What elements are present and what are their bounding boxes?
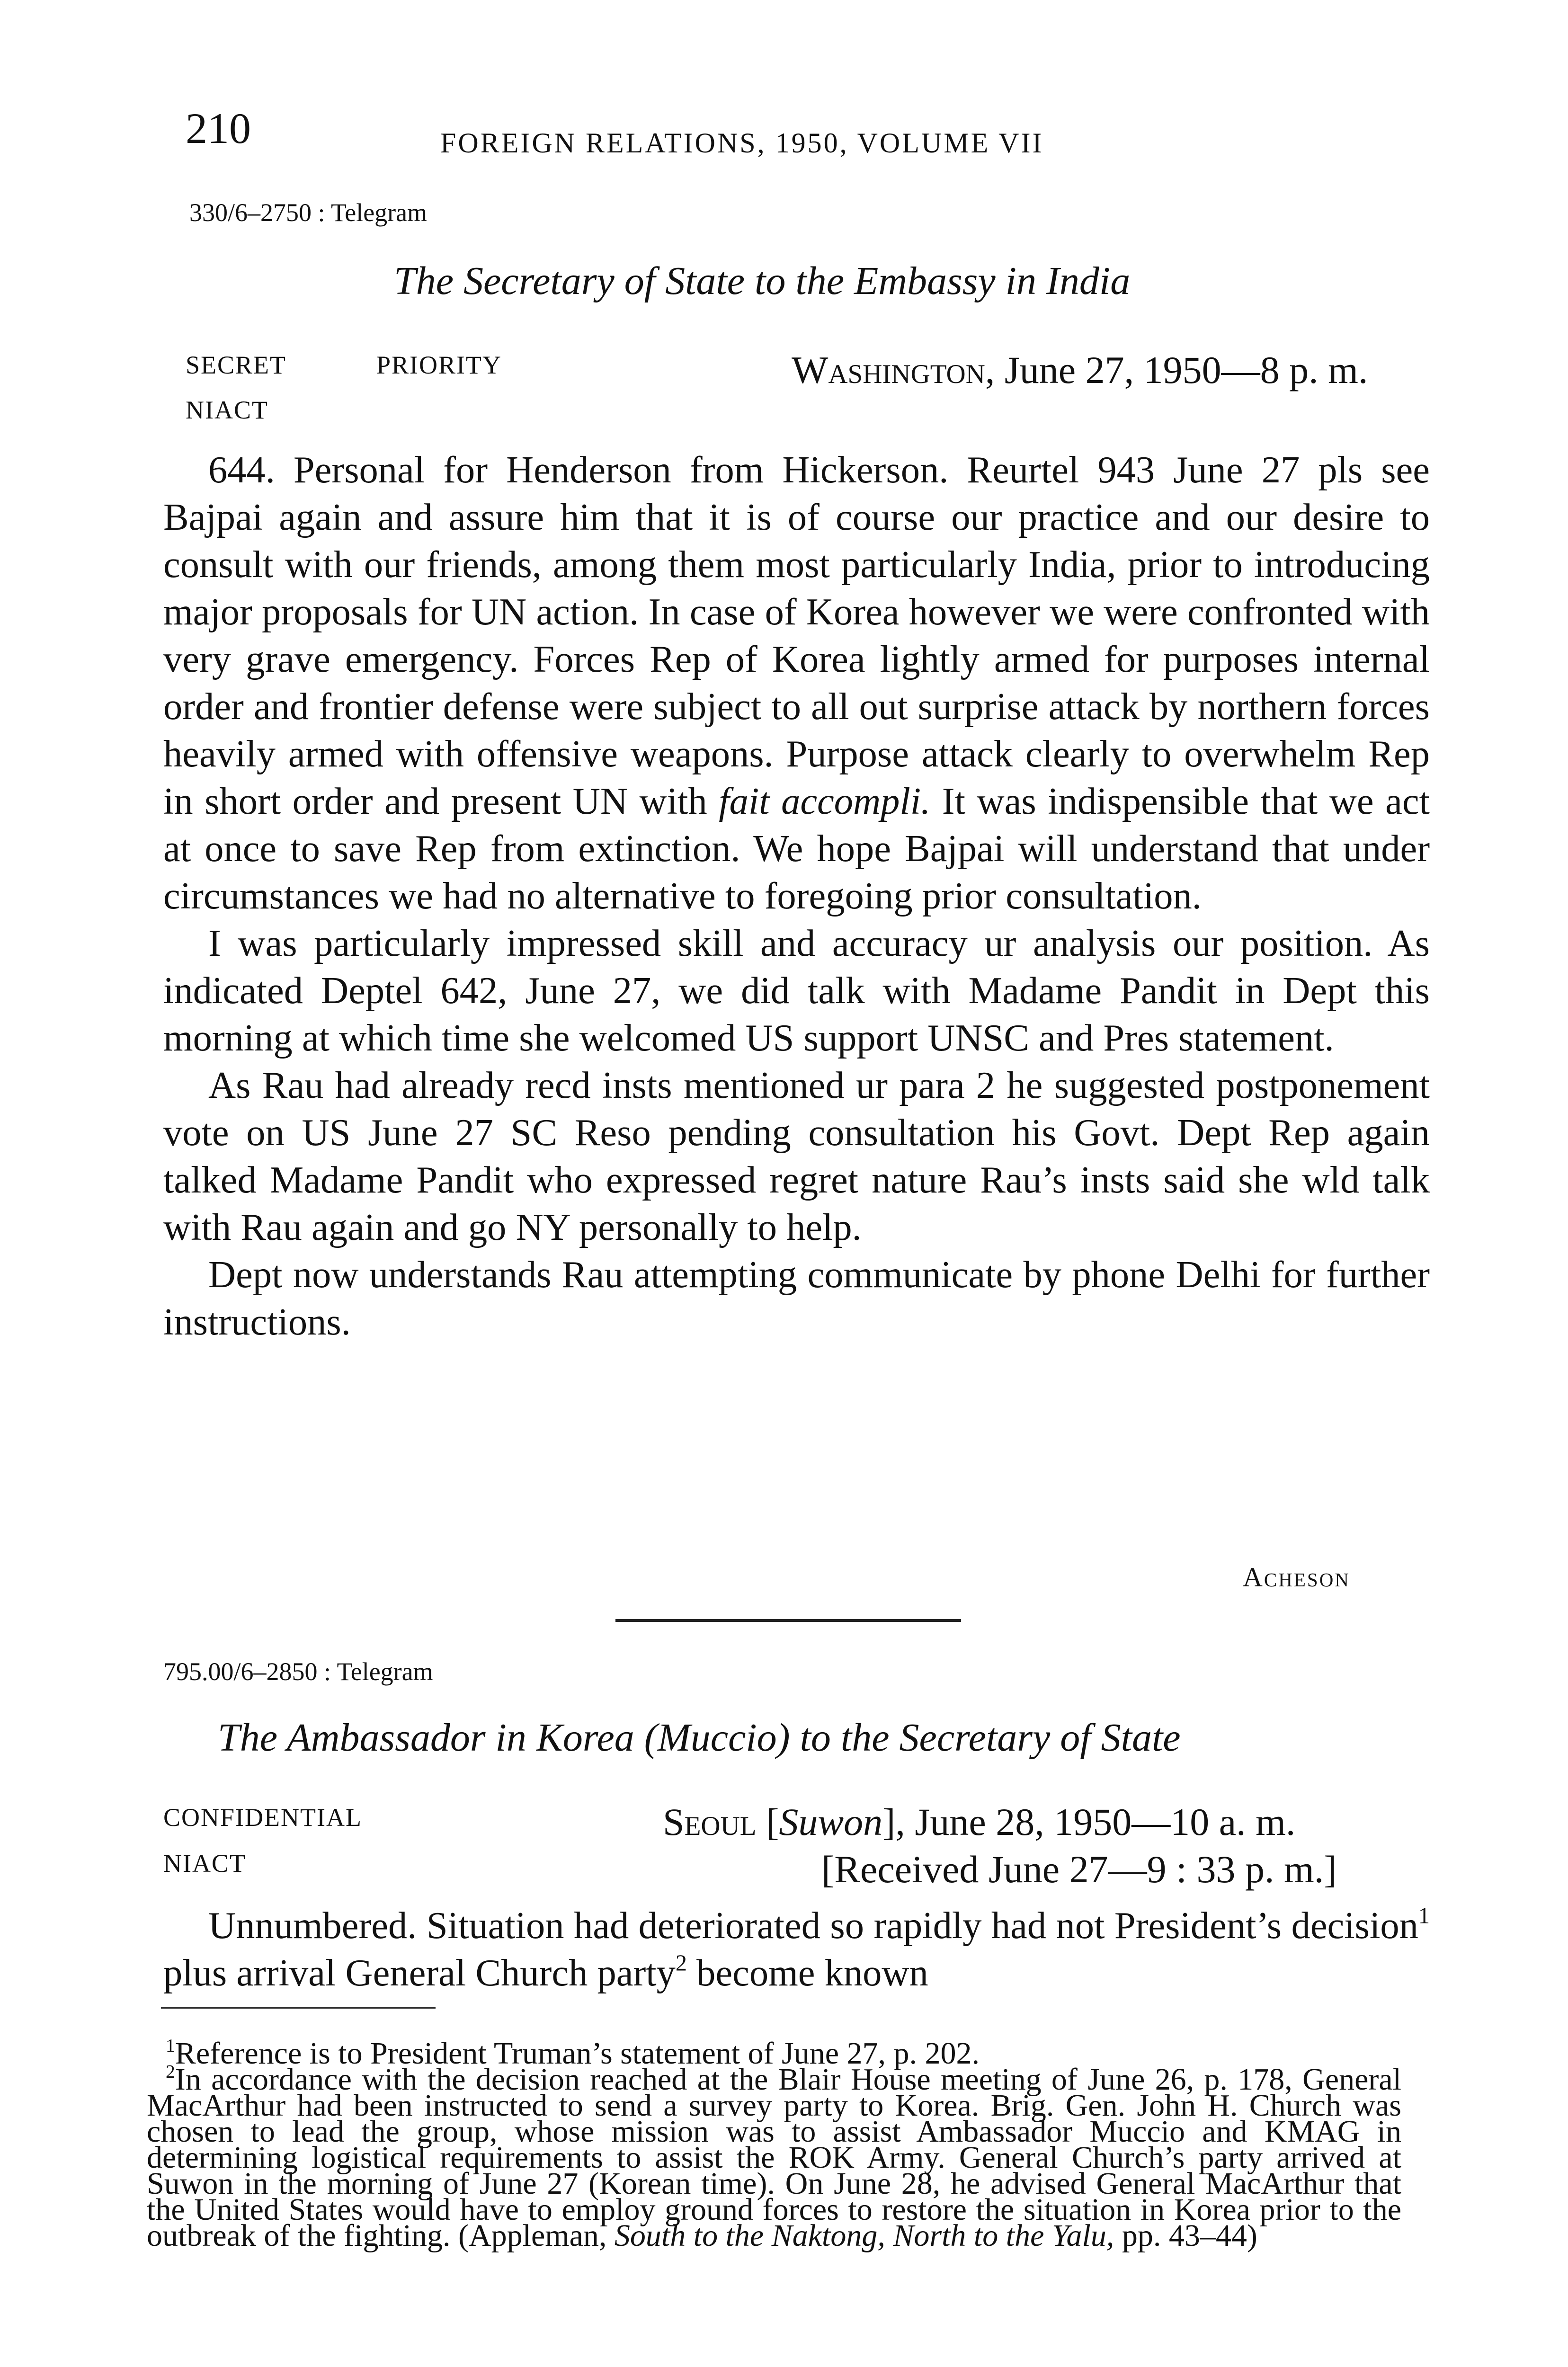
doc1-para1-italic: fait accompli. [719, 780, 931, 822]
doc2-body [163, 1902, 1430, 1997]
doc2-classification-confidential: CONFIDENTIAL [163, 1803, 362, 1832]
running-head: FOREIGN RELATIONS, 1950, VOLUME VII [440, 127, 1044, 159]
doc1-classification-niact: NIACT [186, 396, 268, 424]
doc1-place: Washington [792, 348, 985, 392]
footnote-1-text: Reference is to President Truman’s statement of June 27, p. 202. [175, 2036, 980, 2071]
doc2-title-a: The Ambassador in Korea ( [218, 1716, 658, 1760]
doc2-classification-niact: NIACT [163, 1849, 246, 1878]
doc2-place-bracket: Suwon [779, 1800, 883, 1843]
doc2-para1-c: become known [687, 1952, 928, 1994]
doc1-file-ref: 330/6–2750 : Telegram [189, 198, 428, 227]
doc2-dateline: Seoul [Suwon], June 28, 1950—10 a. m. [663, 1800, 1296, 1843]
doc2-date: , June 28, 1950—10 a. m. [895, 1800, 1296, 1843]
doc1-paragraph-4: Dept now understands Rau attempting communicate by phone Delhi for further instructions. [163, 1254, 1430, 1343]
footnote-2-mark: 2 [166, 2061, 175, 2082]
doc1-signature: Acheson [1243, 1562, 1350, 1593]
doc2-place: Seoul [663, 1800, 757, 1843]
footnotes [147, 2035, 1401, 2253]
doc1-body [163, 446, 1430, 1346]
doc1-para1-end: It was indispensible that we act at once to save Rep from extinction. We hope Bajpai will understand that under circumstances we had no alternative to foregoing prior consultation. [163, 780, 1430, 917]
doc1-classification-secret: SECRET [186, 351, 287, 379]
doc2-paragraph-1 [163, 1902, 1430, 1997]
footnote-divider [161, 2007, 436, 2009]
doc2-para1-a: Unnumbered. Situation had deteriorated so rapidly had not President’s decision [208, 1904, 1418, 1947]
doc1-title: The Secretary of State to the Embassy in India [394, 259, 1131, 303]
doc1-paragraph-1 [163, 446, 1430, 920]
page-number: 210 [186, 104, 251, 152]
doc1-para1-text: 644. Personal for Henderson from Hickerson. Reurtel 943 June 27 pls see Bajpai again and assure him that it is of course our practice and our desire to consult with our friends, among them most particularly India, prior to introducing major proposals for UN action. In case of Korea however we were confronted with very grave emergency. Forces Rep of Korea lightly armed for purposes internal order and frontier defense were subject to all out surprise attack by northern forces heavily armed with offensive weapons. Purpose attack clearly to overwhelm Rep in short order and present UN with [163, 449, 1430, 822]
doc1-paragraph-3: As Rau had already recd insts mentioned ur para 2 he suggested postponement vote on US June 27 SC Reso pending consultation his Govt. Dept Rep again talked Madame Pandit who expressed regret nature Rau’s insts said she wld talk with Rau again and go NY personally to help. [163, 1064, 1430, 1248]
doc1-date: , June 27, 1950—8 p. m. [985, 348, 1368, 392]
doc1-classification-priority: PRIORITY [376, 351, 502, 379]
doc1-dateline [792, 348, 1368, 392]
footnote-2-text: In accordance with the decision reached at the Blair House meeting of June 26, p. 178, General MacArthur had been instructed to send a survey party to Korea. Brig. Gen. John H. Church was chosen to lead the group, whose mission was to assist Ambassador Muccio and KMAG in determining logistical requirements to assist the ROK Army. General Church’s party arrived at Suwon in the morning of June 27 (Korean time). On June 28, he advised General MacArthur that the United States would have to employ ground forces to restore the situation in Korea prior to the outbreak of the fighting. (Appleman, [147, 2062, 1401, 2253]
footnote-2 [147, 2061, 1401, 2253]
doc1-paragraph-2: I was particularly impressed skill and accuracy ur analysis our position. As indicated Deptel 642, June 27, we did talk with Madame Pandit in Dept this morning at which time she welcomed US support UNSC and Pres statement. [163, 922, 1430, 1059]
doc2-file-ref: 795.00/6–2850 : Telegram [163, 1657, 433, 1686]
section-divider [615, 1619, 961, 1622]
doc2-para1-b: plus arrival General Church party [163, 1952, 676, 1994]
doc2-title-c: ) to the Secretary of State [776, 1716, 1181, 1760]
doc2-received: [Received June 27—9 : 33 p. m.] [821, 1848, 1337, 1891]
footnote-1-mark: 1 [166, 2035, 175, 2056]
doc2-title-b: Muccio [657, 1716, 777, 1760]
doc2-title [218, 1715, 1181, 1761]
footnote-ref-2: 2 [675, 1950, 687, 1976]
footnote-2-italic: South to the Naktong, North to the Yalu, [614, 2218, 1114, 2253]
footnote-2-end: pp. 43–44) [1114, 2218, 1257, 2253]
footnote-ref-1: 1 [1418, 1903, 1430, 1929]
